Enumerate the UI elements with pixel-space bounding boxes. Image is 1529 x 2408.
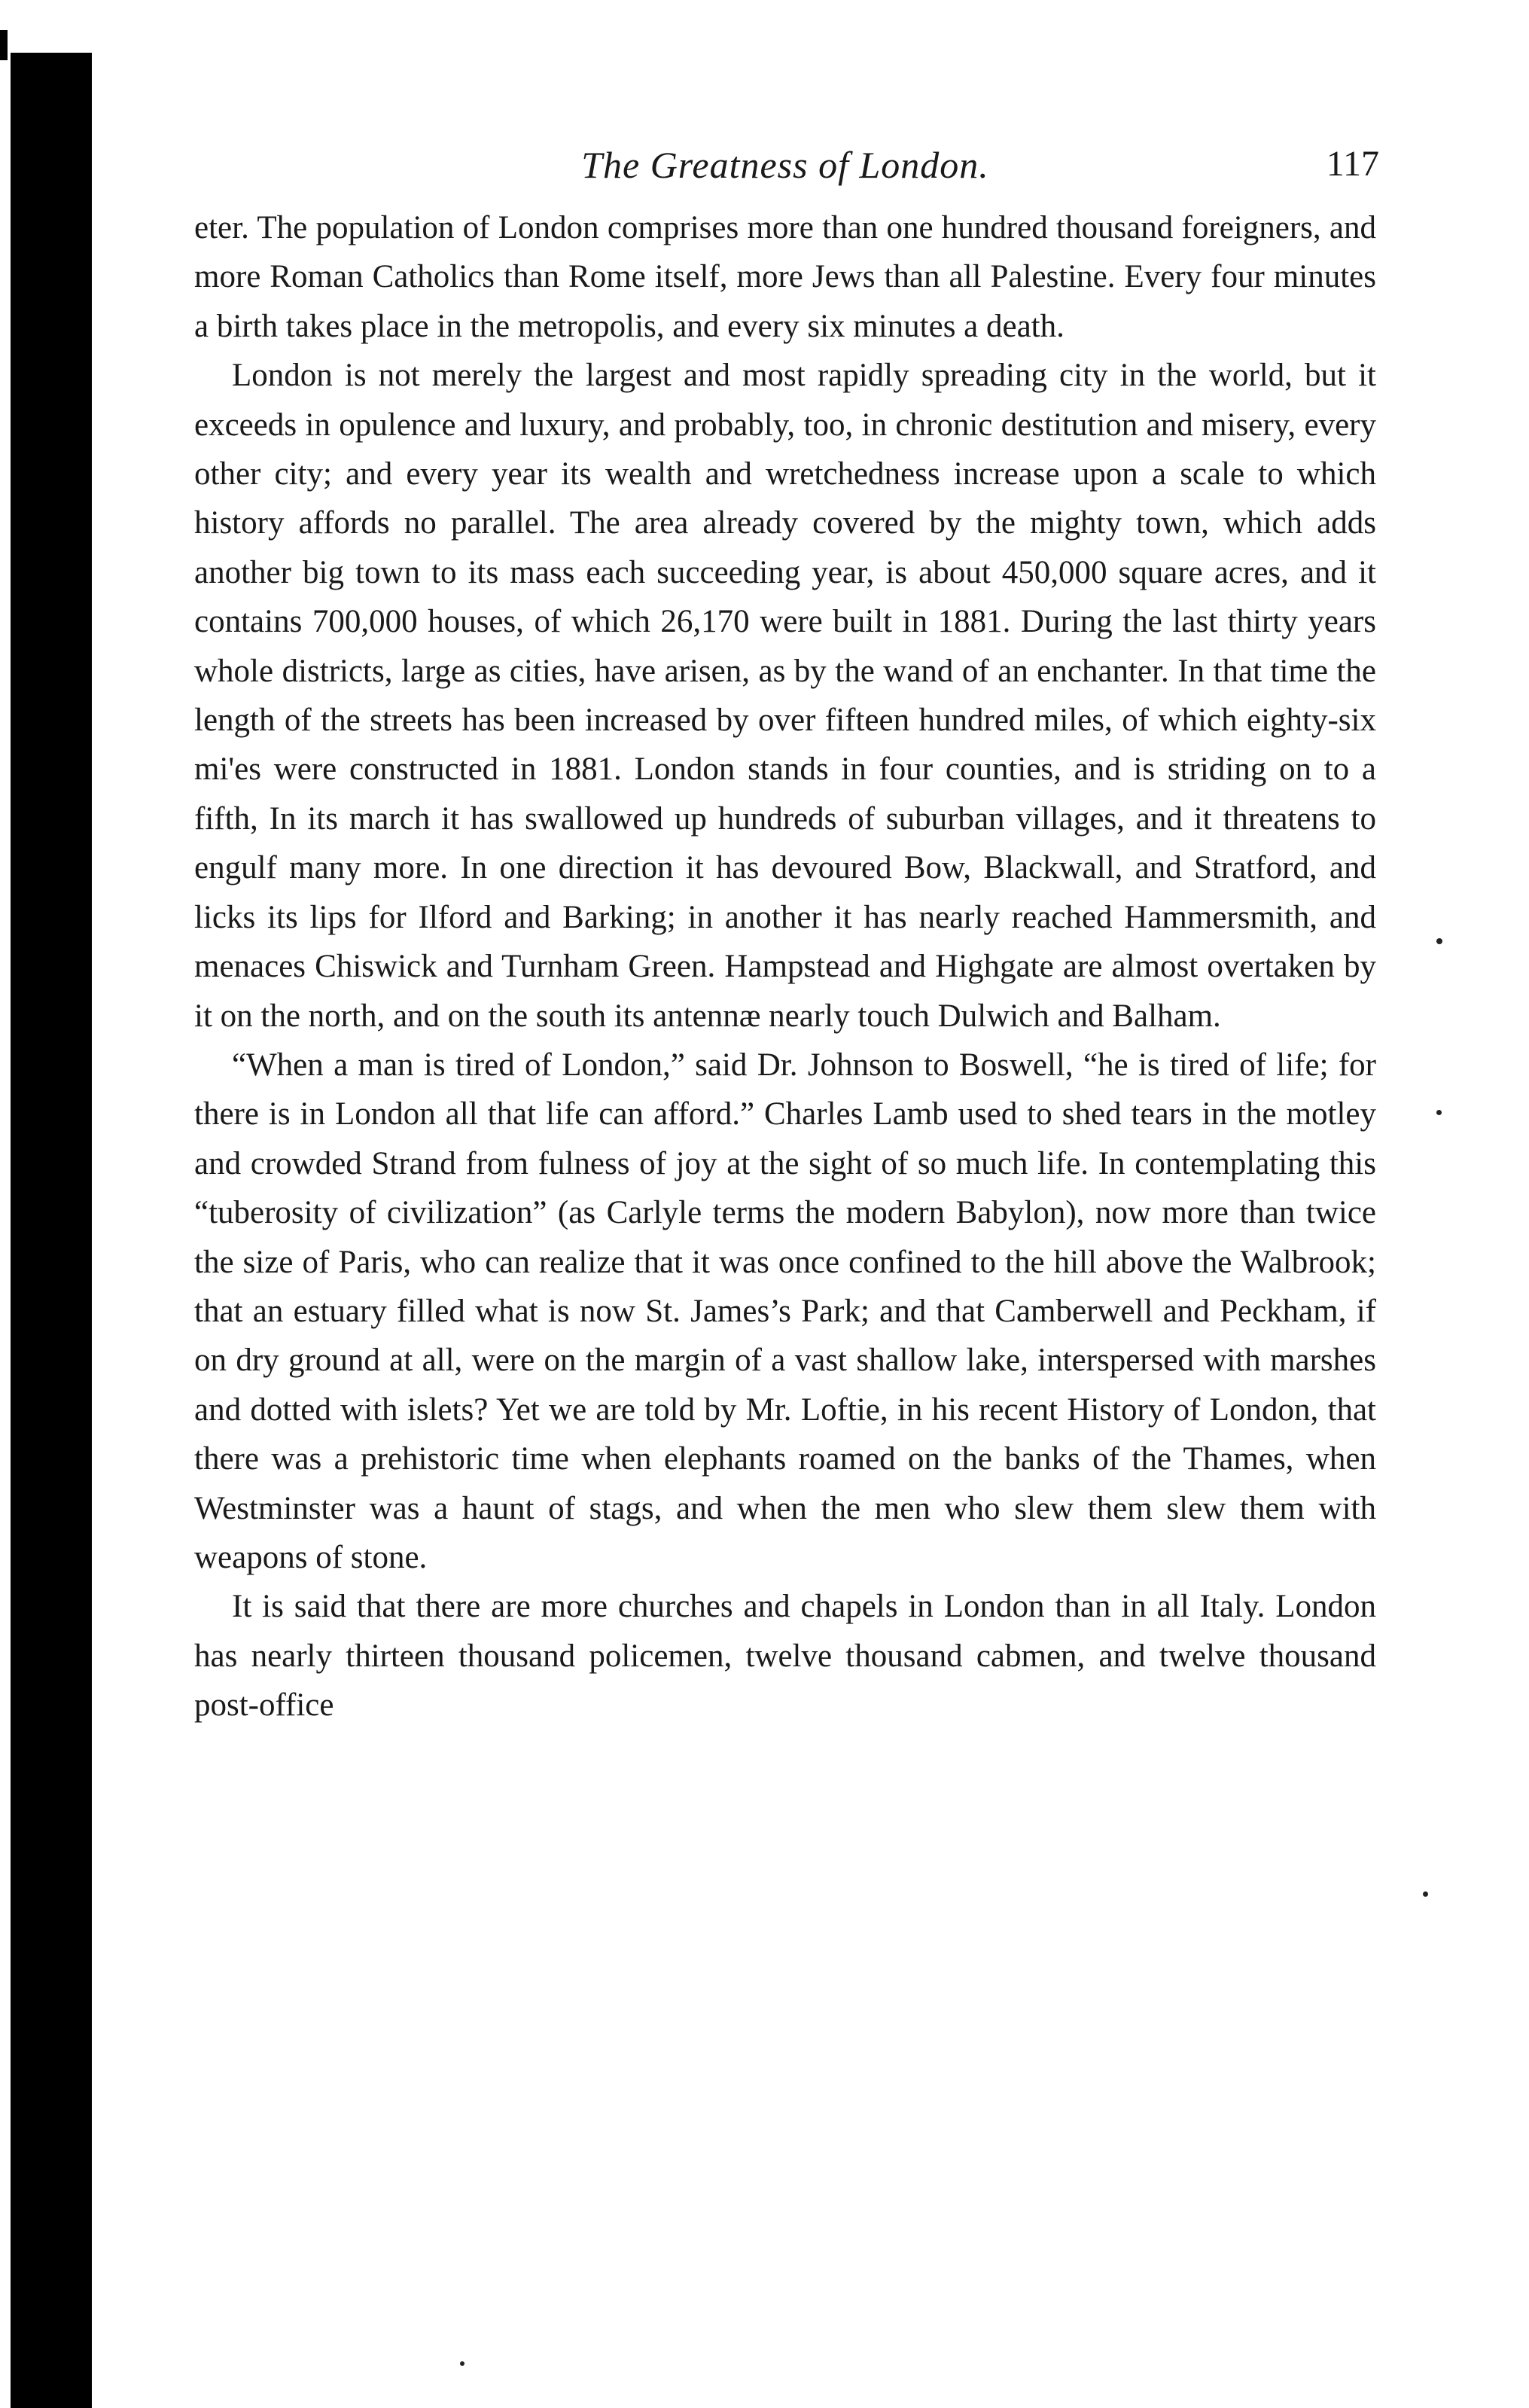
paragraph-johnson-quote: “When a man is tired of London,” said Dr. Johnson to Boswell, “he is tired of life; for there is in London all that life can afford.” Charles Lamb used to shed tears in the motley and crowded Strand from fulness of joy at the sight of so much life. In contemplating this “tuberosity of civilization” (as Carlyle terms the modern Babylon), now more than twice the size of Paris, who can realize that it was once confined to the hill above the Walbrook; that an estuary filled what is now St. James’s Park; and that Camberwell and Peckham, if on dry ground at all, were on the margin of a vast shallow lake, interspersed with marshes and dotted with islets? Yet we are told by Mr. Loftie, in his recent History of London, that there was a prehistoric time when elephants roamed on the banks of the Thames, when Westminster was a haunt of stags, and when the men who slew them slew them with weapons of stone. (194, 1047, 1376, 1575)
page-number: 117 (1326, 144, 1379, 184)
paragraph-churches: It is said that there are more churches and chapels in London than in all Italy. London has nearly thirteen thousand policemen, twelve thousand cabmen, and twelve thousand post-office (194, 1589, 1376, 1724)
scan-speck (1423, 1891, 1428, 1897)
scan-speck (1436, 1110, 1442, 1115)
paragraph-london-growth: London is not merely the largest and most rapidly spreading city in the world, but it exceeds in opulence and luxury, and probably, too, in chronic destitution and misery, every other city; and every year its wealth and wretchedness increase upon a scale to which history affords no parallel. The area already covered by the mighty town, which adds another big town to its mass each succeeding year, is about 450,000 square acres, and it contains 700,000 houses, of which 26,170 were built in 1881. During the last thirty years whole districts, large as cities, have arisen, as by the wand of an enchanter. In that time the length of the streets has been increased by over fifteen hundred miles, of which eighty-six mi'es were constructed in 1881. London stands in four counties, and is striding on to a fifth, In its march it has swallowed up hundreds of suburban villages, and it threatens to engulf many more. In one direction it has devoured Bow, Blackwall, and Stratford, and licks its lips for Ilford and Barking; in another it has nearly reached Hammersmith, and menaces Chiswick and Turnham Green. Hampstead and Highgate are almost overtaken by it on the north, and on the south its antennæ nearly touch Dulwich and Balham. (194, 358, 1376, 1034)
book-page (194, 143, 1379, 1730)
paragraph-continuation: eter. The population of London comprises more than one hundred thousand foreigners, and more Roman Catholics than Rome itself, more Jews than all Palestine. Every four minutes a birth takes place in the metropolis, and every six minutes a death. (194, 210, 1376, 344)
scan-speck (460, 2361, 464, 2366)
scan-speck (1436, 938, 1442, 944)
scan-edge-mark (0, 30, 8, 60)
running-title: The Greatness of London. (581, 144, 989, 186)
body-text (194, 203, 1376, 1730)
running-head (194, 143, 1379, 203)
book-binding-shadow (11, 53, 92, 2408)
